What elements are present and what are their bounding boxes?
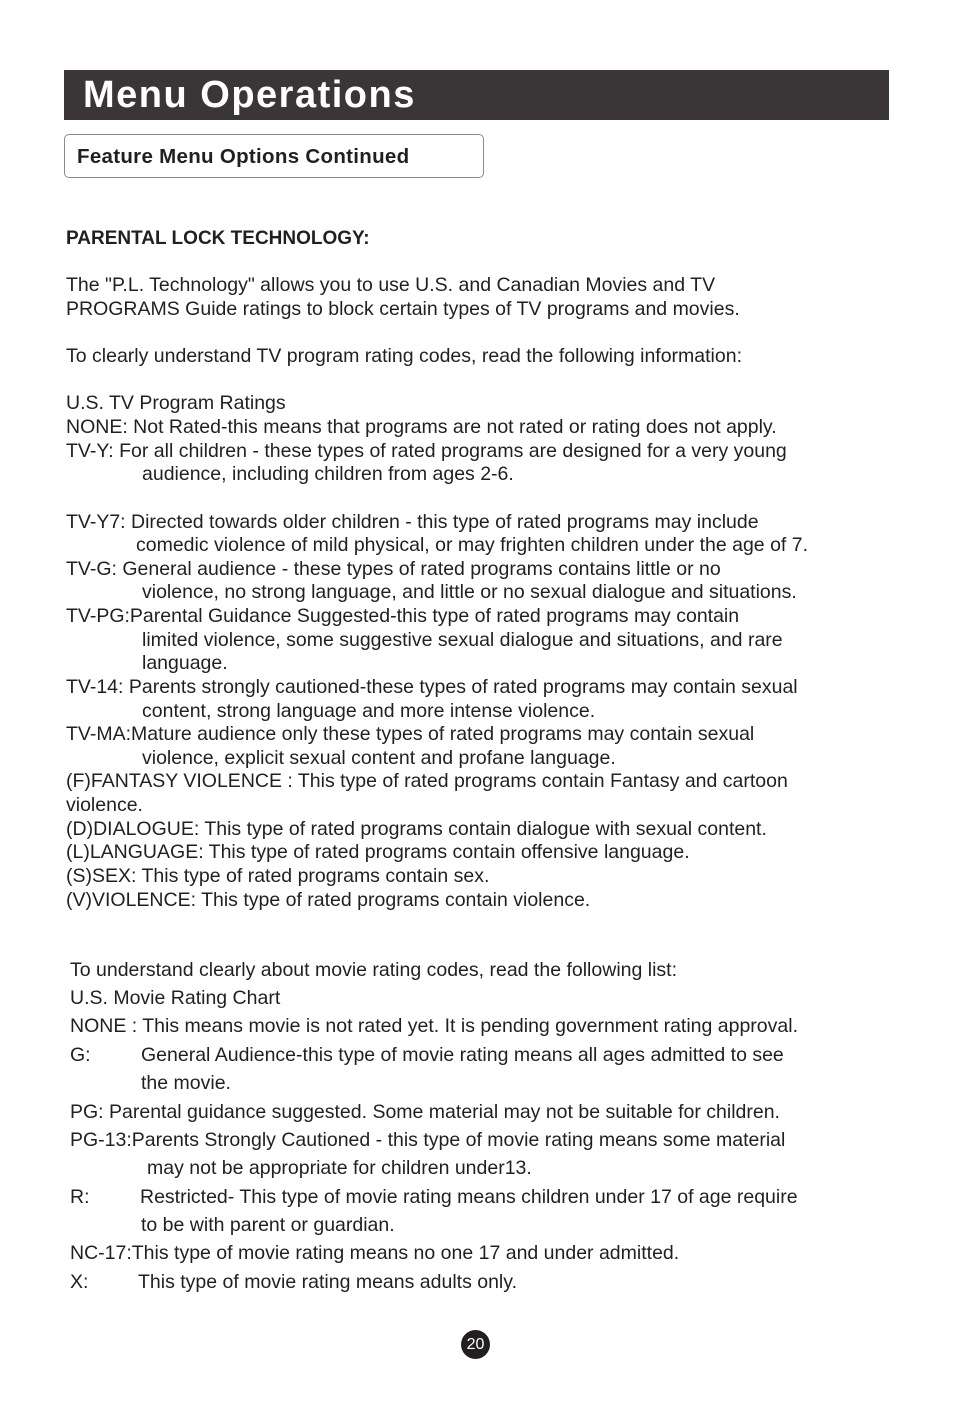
page-header-bar bbox=[64, 70, 889, 120]
rating-item-continuation: language. bbox=[142, 652, 228, 674]
movie-rating-pg: PG: Parental guidance suggested. Some material may not be suitable for children. bbox=[70, 1101, 780, 1123]
movie-rating-r: Restricted- This type of movie rating means children under 17 of age require bbox=[140, 1186, 798, 1208]
paragraph-line: PROGRAMS Guide ratings to block certain types of TV programs and movies. bbox=[66, 298, 740, 320]
rating-item-continuation: violence. bbox=[66, 794, 143, 816]
rating-item-fantasy-violence: (F)FANTASY VIOLENCE : This type of rated programs contain Fantasy and cartoon bbox=[66, 770, 788, 792]
rating-item-tv-y: TV-Y: For all children - these types of rated programs are designed for a very young bbox=[66, 440, 787, 462]
rating-item-continuation: audience, including children from ages 2-6. bbox=[142, 463, 514, 485]
rating-item-continuation: content, strong language and more intense violence. bbox=[142, 700, 596, 722]
movie-rating-none: NONE : This means movie is not rated yet. It is pending government rating approval. bbox=[70, 1015, 798, 1037]
rating-item-tv-pg: TV-PG:Parental Guidance Suggested-this type of rated programs may contain bbox=[66, 605, 740, 627]
movie-intro: To understand clearly about movie rating codes, read the following list: bbox=[70, 959, 678, 981]
movie-rating-x: This type of movie rating means adults only. bbox=[138, 1271, 517, 1293]
rating-item-continuation: violence, explicit sexual content and profane language. bbox=[142, 747, 616, 769]
movie-rating-continuation: to be with parent or guardian. bbox=[141, 1214, 395, 1236]
movie-rating-code-g: G: bbox=[70, 1044, 91, 1066]
rating-item-tv-g: TV-G: General audience - these types of rated programs contains little or no bbox=[66, 558, 721, 580]
rating-item-continuation: limited violence, some suggestive sexual dialogue and situations, and rare bbox=[142, 629, 783, 651]
movie-rating-code-x: X: bbox=[70, 1271, 89, 1293]
rating-item-tv-ma: TV-MA:Mature audience only these types of rated programs may contain sexual bbox=[66, 723, 755, 745]
rating-item-none: NONE: Not Rated-this means that programs are not rated or rating does not apply. bbox=[66, 416, 777, 438]
rating-item-sex: (S)SEX: This type of rated programs contain sex. bbox=[66, 865, 490, 887]
page-title: Menu Operations bbox=[83, 74, 416, 116]
parental-lock-heading: PARENTAL LOCK TECHNOLOGY: bbox=[66, 228, 370, 249]
paragraph-line: The "P.L. Technology" allows you to use U.S. and Canadian Movies and TV bbox=[66, 274, 716, 296]
rating-item-tv-14: TV-14: Parents strongly cautioned-these types of rated programs may contain sexual bbox=[66, 676, 798, 698]
rating-item-tv-y7: TV-Y7: Directed towards older children - this type of rated programs may include bbox=[66, 511, 759, 533]
rating-item-continuation: violence, no strong language, and little or no sexual dialogue and situations. bbox=[142, 581, 797, 603]
movie-rating-continuation: the movie. bbox=[141, 1072, 231, 1094]
paragraph-line: To clearly understand TV program rating codes, read the following information: bbox=[66, 345, 742, 367]
movie-rating-code-r: R: bbox=[70, 1186, 90, 1208]
movie-rating-nc17: NC-17:This type of movie rating means no one 17 and under admitted. bbox=[70, 1242, 680, 1264]
rating-item-violence: (V)VIOLENCE: This type of rated programs contain violence. bbox=[66, 889, 591, 911]
rating-item-language: (L)LANGUAGE: This type of rated programs contain offensive language. bbox=[66, 841, 690, 863]
rating-item-dialogue: (D)DIALOGUE: This type of rated programs contain dialogue with sexual content. bbox=[66, 818, 767, 840]
page-number-badge: 20 bbox=[461, 1330, 490, 1359]
movie-rating-pg13: PG-13:Parents Strongly Cautioned - this type of movie rating means some material bbox=[70, 1129, 786, 1151]
tv-ratings-title: U.S. TV Program Ratings bbox=[66, 392, 286, 414]
section-title: Feature Menu Options Continued bbox=[77, 145, 410, 168]
section-label-box bbox=[64, 134, 484, 178]
rating-item-continuation: comedic violence of mild physical, or may frighten children under the age of 7. bbox=[136, 534, 809, 556]
movie-rating-continuation: may not be appropriate for children under13. bbox=[147, 1157, 532, 1179]
movie-chart-title: U.S. Movie Rating Chart bbox=[70, 987, 281, 1009]
movie-rating-g: General Audience-this type of movie rating means all ages admitted to see bbox=[141, 1044, 784, 1066]
